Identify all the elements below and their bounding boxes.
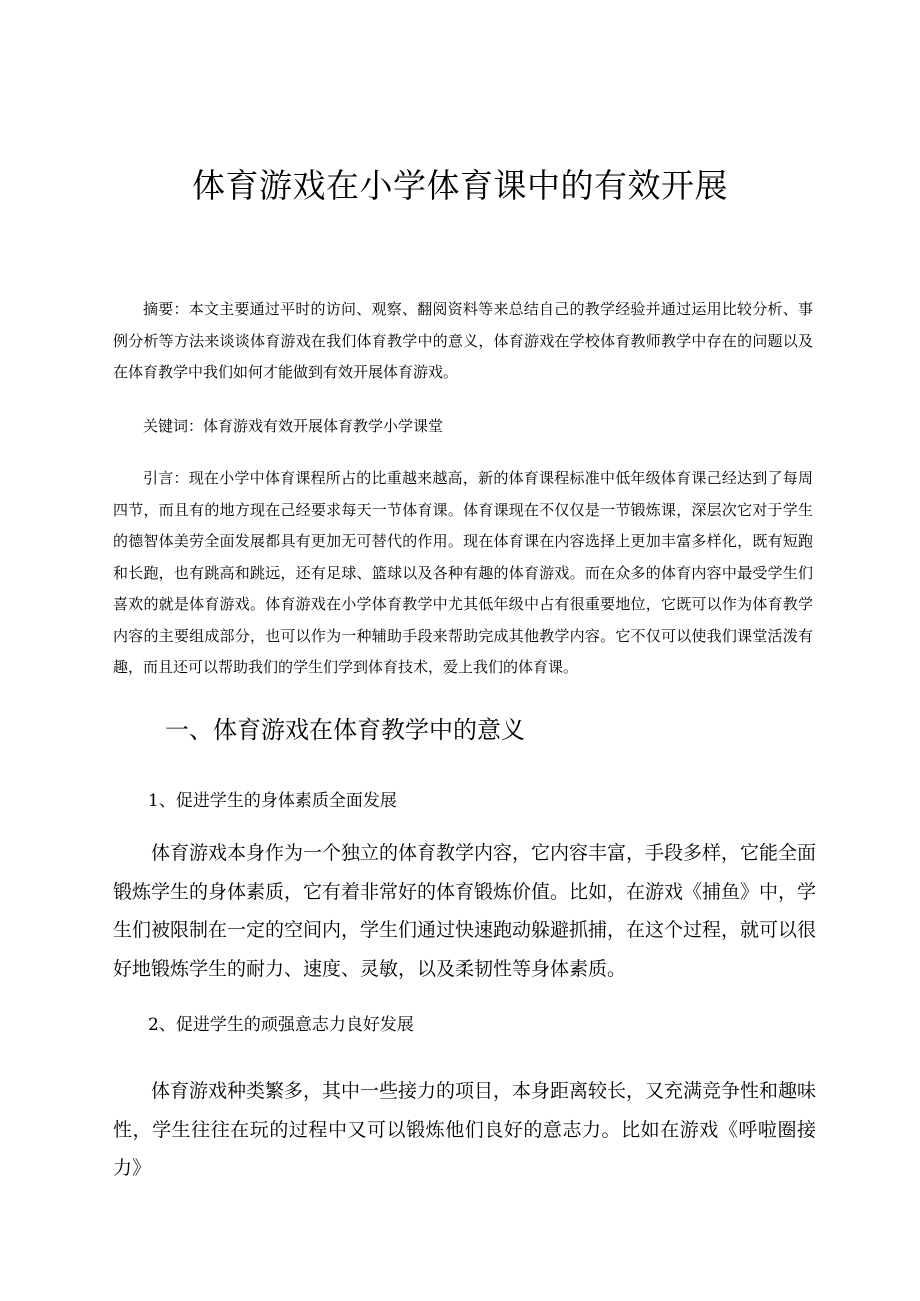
subsection-body-1: 体育游戏本身作为一个独立的体育教学内容，它内容丰富，手段多样，它能全面锻炼学生的身体素质，它有着非常好的体育锻炼价值。比如，在游戏《捕鱼》中，学生们被限制在一定的空间内，学生们通过快速跑动躲避抓捕，在这个过程，就可以很好地锻炼学生的耐力、速度、灵敏，以及柔韧性等身体素质。 (113, 842, 817, 980)
intro-paragraph: 引言：现在小学中体育课程所占的比重越来越高，新的体育课程标准中低年级体育课己经达到了每周四节，而且有的地方现在己经要求每天一节体育课。体育课现在不仅仅是一节锻炼课，深层次它对于学生的德智体美劳全面发展都具有更加无可替代的作用。现在体育课在内容选择上更加丰富多样化，既有短跑和长跑，也有跳高和跳远，还有足球、篮球以及各种有趣的体育游戏。而在众多的体育内容中最受学生们喜欢的就是体育游戏。体育游戏在小学体育教学中尤其低年级中占有很重要地位，它既可以作为体育教学内容的主要组成部分，也可以作为一种辅助手段来帮助完成其他教学内容。它不仅可以使我们课堂活泼有趣，而且还可以帮助我们的学生们学到体育技术，爱上我们的体育课。 (113, 469, 813, 676)
abstract-paragraph: 摘要：本文主要通过平时的访问、观察、翻阅资料等来总结自己的教学经验并通过运用比较分析、事例分析等方法来谈谈体育游戏在我们体育教学中的意义，体育游戏在学校体育教师教学中存在的问题以及在体育教学中我们如何才能做到有效开展体育游戏。 (113, 300, 813, 381)
document-title: 体育游戏在小学体育课中的有效开展 (192, 166, 728, 205)
subsection-heading-1: 1、促进学生的身体素质全面发展 (148, 791, 397, 811)
subsection-body-2: 体育游戏种类繁多，其中一些接力的项目，本身距离较长，又充满竞争性和趣味性，学生往往在玩的过程中又可以锻炼他们良好的意志力。比如在游戏《呼啦圈接力》 (113, 1080, 817, 1179)
keywords-paragraph: 关键词：体育游戏有效开展体育教学小学课堂 (143, 417, 444, 435)
subsection-heading-2: 2、促进学生的顽强意志力良好发展 (148, 1015, 414, 1035)
section-heading: 一、体育游戏在体育教学中的意义 (165, 716, 525, 744)
